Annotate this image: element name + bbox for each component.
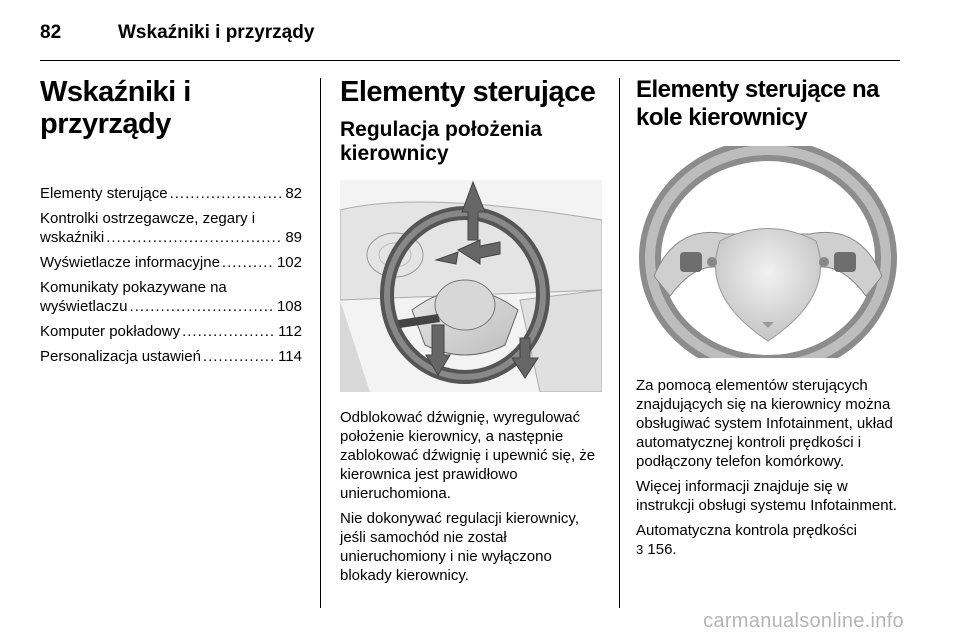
toc-leader-dots [203, 347, 276, 366]
toc-entry[interactable] [40, 209, 302, 247]
running-title: Wskaźniki i przyrządy [118, 22, 315, 43]
right-column [636, 76, 900, 565]
chapter-title: Wskaźniki i przyrządy [40, 76, 191, 140]
toc-leader-dots [170, 184, 284, 203]
section-title: Elementy sterujące [340, 76, 596, 108]
paragraph-warning: Nie dokonywać regulacji kierownicy, jeśli samochód nie został unieruchomiony i nie wyłączono blokady kierownicy. [340, 510, 579, 584]
paragraph-adjustment: Odblokować dźwignię, wyregulować położenie kierownicy, a następnie zablokować dźwignię i upewnić się, że kierownica jest prawidłowo unieruchomiona. [340, 409, 596, 502]
toc-page-number: 114 [278, 348, 302, 365]
column-divider-left [320, 78, 321, 608]
toc-entry[interactable] [40, 184, 302, 203]
subsection-title: Regulacja położenia kierownicy [340, 118, 542, 165]
page-reference-number: 156. [647, 541, 677, 558]
toc-entry[interactable] [40, 322, 302, 341]
toc-leader-dots [182, 322, 276, 341]
middle-column [340, 76, 602, 591]
toc-entry-title-line1: Komunikaty pokazywane na [40, 279, 227, 296]
toc-entry[interactable] [40, 347, 302, 366]
paragraph-more-info: Więcej informacji znajduje się w instrukcji obsługi systemu Infotainment. [636, 478, 897, 514]
page-reference[interactable] [636, 540, 900, 559]
page-reference-arrow-icon: 3 [636, 542, 644, 557]
watermark: carmanualsonline.info [703, 610, 904, 632]
section-title-wheel-controls: Elementy sterujące na kole kierownicy [636, 76, 879, 131]
toc-leader-dots [106, 228, 283, 247]
toc-leader-dots [130, 297, 275, 316]
page-number: 82 [40, 22, 62, 43]
toc-page-number: 89 [285, 229, 302, 246]
toc-entry-title: Elementy sterujące [40, 185, 168, 202]
toc-entry[interactable] [40, 278, 302, 316]
page-header [40, 22, 920, 52]
toc-page-number: 108 [276, 298, 302, 315]
toc-entry-title: Wyświetlacze informacyjne [40, 254, 220, 271]
toc-page-number: 102 [276, 254, 302, 271]
column-divider-right [619, 78, 620, 608]
toc-entry-title: wskaźniki [40, 229, 105, 246]
toc-entry-title: Personalizacja ustawień [40, 348, 201, 365]
toc-entry-title: wyświetlaczu [40, 298, 128, 315]
paragraph-cruise-control: Automatyczna kontrola prędkości [636, 522, 857, 539]
toc-page-number: 112 [278, 323, 302, 340]
header-divider [40, 60, 900, 61]
toc-leader-dots [222, 253, 275, 272]
table-of-contents [40, 184, 302, 366]
steering-adjustment-illustration [340, 180, 602, 392]
left-column [40, 76, 302, 372]
paragraph-controls-intro: Za pomocą elementów sterujących znajdujących się na kierownicy można obsługiwać system Infotainment, układ automatycznej kontroli prędkości i podłączony telefon komórkowy. [636, 377, 893, 470]
toc-page-number: 82 [285, 185, 302, 202]
toc-entry-title: Komputer pokładowy [40, 323, 181, 340]
toc-entry-title-line1: Kontrolki ostrzegawcze, zegary i [40, 210, 256, 227]
steering-wheel-controls-illustration [636, 146, 900, 358]
toc-entry[interactable] [40, 253, 302, 272]
